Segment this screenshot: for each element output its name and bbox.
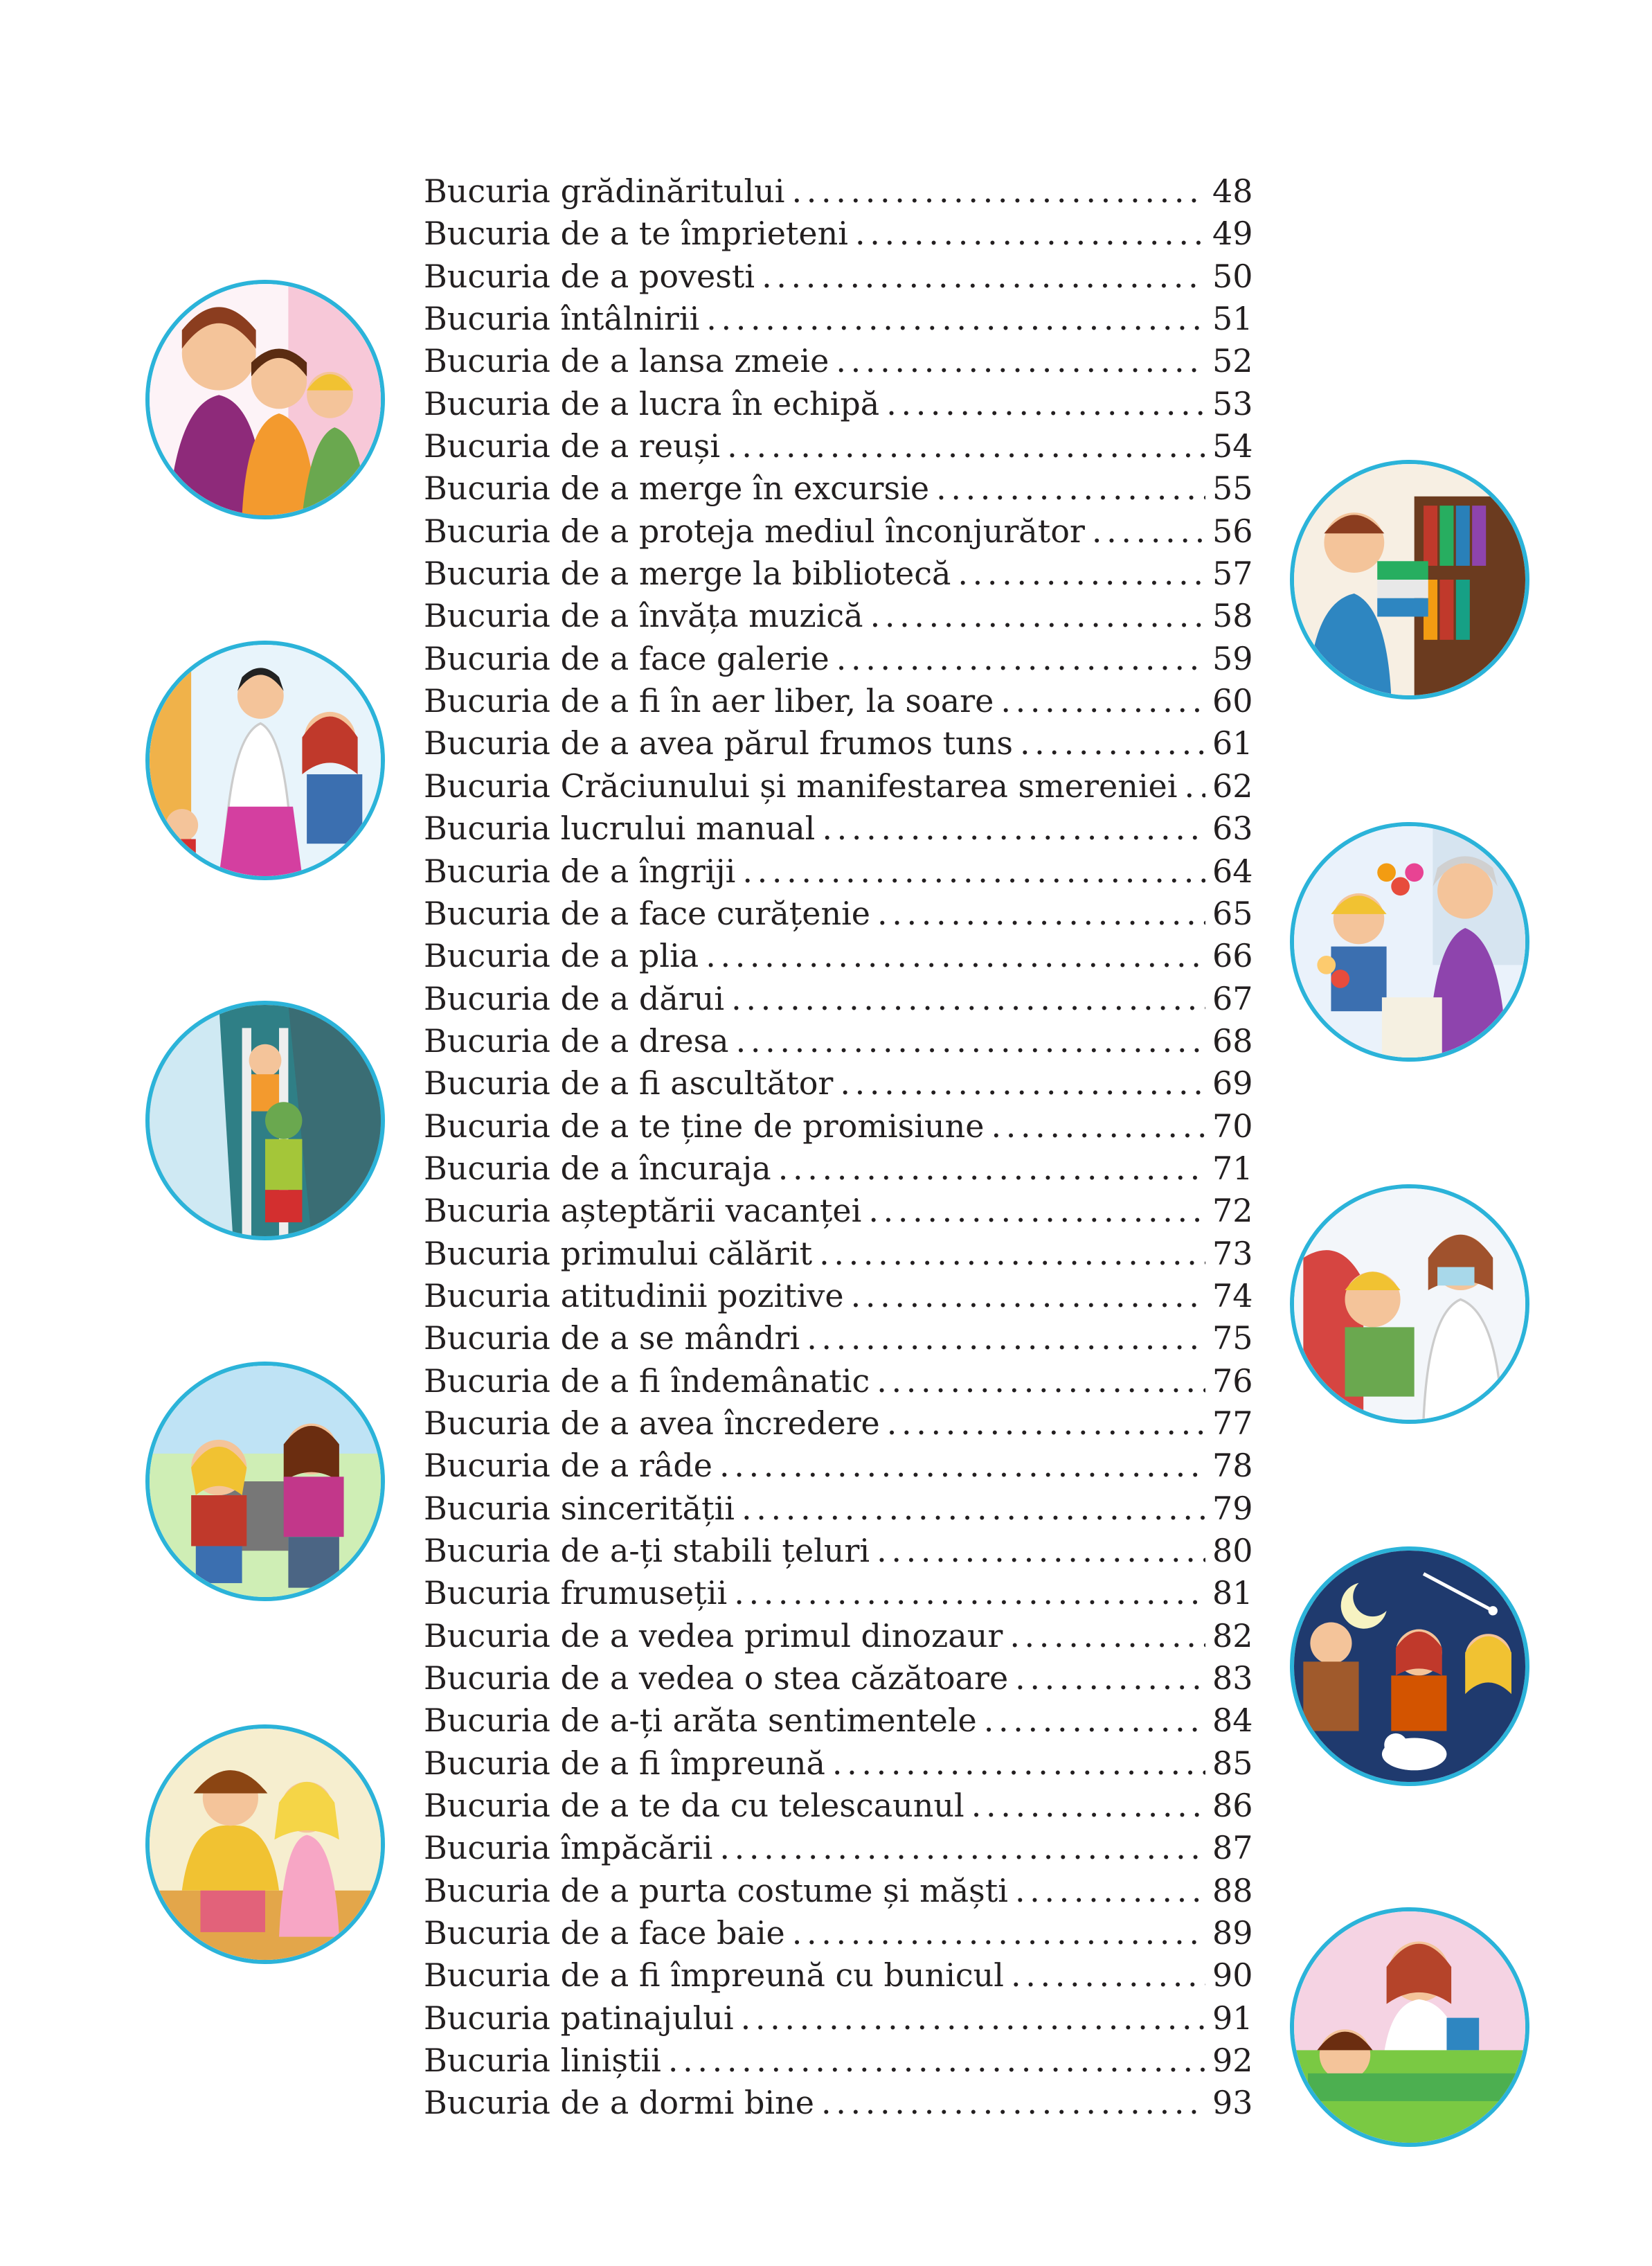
toc-entry-page-number: 76	[1212, 1362, 1253, 1400]
toc-leader-dots	[668, 2040, 1205, 2082]
toc-entry	[424, 213, 1251, 255]
toc-leader-dots	[727, 425, 1205, 467]
toc-entry	[424, 1530, 1251, 1572]
toc-entry	[424, 1912, 1251, 1954]
toc-leader-dots	[1015, 1870, 1205, 1912]
toc-entry-page-number: 64	[1212, 852, 1253, 890]
toc-leader-dots	[936, 467, 1205, 510]
toc-entry	[424, 553, 1251, 595]
toc-entry	[424, 170, 1251, 213]
toc-entry-page-number: 78	[1212, 1447, 1253, 1485]
toc-entry-page-number: 66	[1212, 937, 1253, 975]
illustration-library-books-icon	[1290, 460, 1529, 699]
toc-entry-title: Bucuria grădinăritului	[424, 172, 785, 210]
toc-entry-title: Bucuria de a reuși	[424, 427, 721, 465]
toc-entry-page-number: 84	[1212, 1702, 1253, 1740]
toc-entry-page-number: 56	[1212, 512, 1253, 550]
toc-leader-dots	[1092, 510, 1205, 553]
toc-leader-dots	[706, 298, 1205, 340]
toc-entry	[424, 978, 1251, 1020]
toc-entry-title: Bucuria de a fi împreună	[424, 1744, 825, 1782]
toc-entry-title: Bucuria sincerității	[424, 1489, 735, 1527]
toc-entry-title: Bucuria de a merge la bibliotecă	[424, 555, 951, 593]
toc-entry-page-number: 80	[1212, 1532, 1253, 1569]
toc-leader-dots	[706, 935, 1205, 977]
toc-entry-title: Bucuria de a purta costume și măști	[424, 1871, 1008, 1909]
toc-leader-dots	[870, 595, 1205, 637]
toc-entry-title: Bucuria de a se mândri	[424, 1319, 800, 1357]
toc-leader-dots	[877, 893, 1205, 935]
toc-entry-title: Bucuria de a povesti	[424, 257, 755, 295]
toc-entry	[424, 638, 1251, 680]
toc-entry-title: Bucuria de a îngriji	[424, 852, 736, 890]
toc-entry-title: Bucuria de a încuraja	[424, 1149, 771, 1187]
toc-entry-page-number: 57	[1212, 555, 1253, 593]
toc-entry-page-number: 59	[1212, 639, 1253, 677]
toc-entry-page-number: 79	[1212, 1489, 1253, 1527]
toc-entry-title: Bucuria de a râde	[424, 1447, 712, 1485]
toc-entry	[424, 1742, 1251, 1785]
toc-leader-dots	[719, 1445, 1205, 1487]
illustration-haircut-icon	[145, 641, 385, 880]
toc-entry-page-number: 61	[1212, 724, 1253, 762]
toc-leader-dots	[719, 1827, 1205, 1869]
toc-leader-dots	[742, 1488, 1205, 1530]
toc-entry-title: Bucuria de a fi îndemânatic	[424, 1362, 870, 1400]
toc-entry-title: Bucuria de a avea părul frumos tuns	[424, 724, 1013, 762]
toc-leader-dots	[958, 553, 1205, 595]
toc-entry	[424, 1572, 1251, 1614]
toc-entry	[424, 850, 1251, 893]
toc-entry-title: Bucuria de a lansa zmeie	[424, 342, 829, 380]
toc-entry	[424, 595, 1251, 637]
toc-entry-title: Bucuria de a învăța muzică	[424, 597, 863, 635]
toc-entry-title: Bucuria primului călărit	[424, 1234, 813, 1272]
toc-leader-dots	[822, 808, 1205, 850]
toc-entry-title: Bucuria de a fi ascultător	[424, 1064, 834, 1103]
toc-entry-title: Bucuria de a fi împreună cu bunicul	[424, 1956, 1005, 1995]
toc-entry	[424, 1997, 1251, 2040]
toc-entry-page-number: 48	[1212, 172, 1253, 210]
toc-entry	[424, 893, 1251, 935]
toc-entry-page-number: 77	[1212, 1404, 1253, 1442]
toc-entry-page-number: 73	[1212, 1234, 1253, 1272]
toc-leader-dots	[821, 2082, 1205, 2124]
toc-entry-page-number: 74	[1212, 1276, 1253, 1314]
toc-leader-dots	[832, 1742, 1205, 1785]
toc-entry-title: Bucuria de a-ți stabili țeluri	[424, 1532, 870, 1569]
toc-entry-title: Bucuria lucrului manual	[424, 810, 816, 848]
toc-entry	[424, 765, 1251, 808]
toc-entry-page-number: 55	[1212, 470, 1253, 508]
toc-entry	[424, 425, 1251, 467]
toc-entry-page-number: 81	[1212, 1574, 1253, 1612]
toc-leader-dots	[984, 1700, 1205, 1742]
toc-entry	[424, 1275, 1251, 1317]
toc-entry	[424, 1657, 1251, 1700]
toc-entry-page-number: 90	[1212, 1956, 1253, 1995]
toc-entry-title: Bucuria de a te împrieteni	[424, 215, 848, 253]
toc-entry-page-number: 69	[1212, 1064, 1253, 1103]
toc-entry-page-number: 53	[1212, 384, 1253, 422]
toc-entry-title: Bucuria de a dresa	[424, 1022, 729, 1060]
toc-entry	[424, 383, 1251, 425]
toc-entry-page-number: 52	[1212, 342, 1253, 380]
toc-leader-dots	[734, 1572, 1205, 1614]
toc-entry-title: Bucuria Crăciunului și manifestarea smereniei	[424, 767, 1178, 805]
toc-entry-title: Bucuria așteptării vacanței	[424, 1192, 862, 1230]
toc-entry	[424, 1827, 1251, 1869]
toc-leader-dots	[762, 256, 1205, 298]
toc-entry-page-number: 89	[1212, 1914, 1253, 1952]
toc-entry-page-number: 85	[1212, 1744, 1253, 1782]
toc-entry-page-number: 50	[1212, 257, 1253, 295]
illustration-encouragement-icon	[145, 1362, 385, 1601]
toc-leader-dots	[877, 1530, 1205, 1572]
illustration-sick-child-care-icon	[1290, 1907, 1529, 2147]
toc-leader-dots	[868, 1190, 1205, 1232]
toc-entry	[424, 1954, 1251, 1997]
toc-entry-page-number: 92	[1212, 2042, 1253, 2080]
toc-leader-dots	[1020, 722, 1205, 765]
toc-entry	[424, 1062, 1251, 1105]
toc-leader-dots	[971, 1785, 1205, 1827]
toc-entry	[424, 935, 1251, 977]
toc-entry-title: Bucuria de a te ține de promisiune	[424, 1107, 985, 1145]
toc-entry-title: Bucuria atitudinii pozitive	[424, 1276, 844, 1314]
toc-leader-dots	[778, 1148, 1205, 1190]
toc-leader-dots	[1009, 1615, 1205, 1657]
toc-leader-dots	[1000, 680, 1205, 722]
toc-entry	[424, 1148, 1251, 1190]
toc-entry-page-number: 75	[1212, 1319, 1253, 1357]
toc-leader-dots	[792, 170, 1206, 213]
toc-leader-dots	[877, 1360, 1205, 1402]
toc-entry-title: Bucuria de a lucra în echipă	[424, 384, 880, 422]
toc-entry	[424, 340, 1251, 382]
toc-leader-dots	[1015, 1657, 1205, 1700]
toc-entry	[424, 1402, 1251, 1445]
toc-entry-title: Bucuria liniștii	[424, 2042, 661, 2080]
toc-entry-page-number: 60	[1212, 682, 1253, 720]
toc-entry	[424, 2040, 1251, 2082]
toc-entry-title: Bucuria de a dormi bine	[424, 2084, 814, 2122]
toc-entry	[424, 1317, 1251, 1359]
illustration-dentist-icon	[1290, 1184, 1529, 1424]
illustration-shooting-star-icon	[1290, 1546, 1529, 1786]
toc-entry-page-number: 91	[1212, 1999, 1253, 2037]
toc-entry-page-number: 88	[1212, 1871, 1253, 1909]
toc-entry-page-number: 83	[1212, 1659, 1253, 1697]
illustration-waterfall-hike-icon	[145, 1001, 385, 1240]
illustration-friends-hug-icon	[145, 280, 385, 519]
toc-entry-page-number: 72	[1212, 1192, 1253, 1230]
toc-leader-dots	[731, 978, 1205, 1020]
toc-leader-dots	[819, 1233, 1205, 1275]
toc-entry	[424, 510, 1251, 553]
toc-leader-dots	[851, 1275, 1205, 1317]
toc-entry-page-number: 65	[1212, 894, 1253, 932]
toc-entry-title: Bucuria de a vedea primul dinozaur	[424, 1616, 1003, 1654]
toc-entry	[424, 1105, 1251, 1148]
toc-entry-page-number: 70	[1212, 1107, 1253, 1145]
illustration-flowers-grandmother-icon	[1290, 822, 1529, 1062]
toc-leader-dots	[836, 340, 1205, 382]
toc-entry-title: Bucuria de a avea încredere	[424, 1404, 880, 1442]
toc-entry	[424, 1615, 1251, 1657]
toc-entry-page-number: 93	[1212, 2084, 1253, 2122]
toc-leader-dots	[742, 850, 1205, 893]
toc-entry-title: Bucuria patinajului	[424, 1999, 734, 2037]
toc-entry-title: Bucuria de a face galerie	[424, 639, 829, 677]
toc-entry-page-number: 67	[1212, 979, 1253, 1017]
toc-entry-page-number: 71	[1212, 1149, 1253, 1187]
toc-entry-title: Bucuria de a face curățenie	[424, 894, 871, 932]
toc-leader-dots	[1011, 1954, 1205, 1997]
toc-entry-title: Bucuria de a-ți arăta sentimentele	[424, 1702, 977, 1740]
toc-leader-dots	[1184, 765, 1205, 808]
toc-entry-title: Bucuria de a proteja mediul înconjurător	[424, 512, 1085, 550]
toc-entry-page-number: 51	[1212, 300, 1253, 338]
toc-entry	[424, 2082, 1251, 2124]
toc-entry-title: Bucuria de a te da cu telescaunul	[424, 1787, 964, 1825]
toc-entry-title: Bucuria împăcării	[424, 1829, 713, 1867]
toc-entry	[424, 1870, 1251, 1912]
toc-leader-dots	[807, 1317, 1205, 1359]
toc-entry	[424, 1233, 1251, 1275]
toc-entry	[424, 1360, 1251, 1402]
toc-entry	[424, 1700, 1251, 1742]
toc-entry-title: Bucuria de a face baie	[424, 1914, 785, 1952]
toc-leader-dots	[836, 638, 1205, 680]
toc-entry	[424, 298, 1251, 340]
toc-leader-dots	[991, 1105, 1205, 1148]
toc-leader-dots	[887, 1402, 1205, 1445]
toc-entry-page-number: 82	[1212, 1616, 1253, 1654]
toc-entry-title: Bucuria de a merge în excursie	[424, 470, 930, 508]
toc-entry-page-number: 86	[1212, 1787, 1253, 1825]
toc-entry-page-number: 49	[1212, 215, 1253, 253]
toc-entry	[424, 256, 1251, 298]
toc-entry-title: Bucuria de a vedea o stea căzătoare	[424, 1659, 1009, 1697]
toc-leader-dots	[855, 213, 1205, 255]
toc-entry-page-number: 54	[1212, 427, 1253, 465]
toc-entry-page-number: 63	[1212, 810, 1253, 848]
toc-entry-page-number: 87	[1212, 1829, 1253, 1867]
toc-entry	[424, 680, 1251, 722]
toc-leader-dots	[886, 383, 1205, 425]
toc-entry	[424, 1020, 1251, 1062]
toc-leader-dots	[792, 1912, 1205, 1954]
toc-entry	[424, 1445, 1251, 1487]
toc-entry	[424, 722, 1251, 765]
toc-entry-title: Bucuria întâlnirii	[424, 300, 700, 338]
toc-entry	[424, 467, 1251, 510]
table-of-contents	[424, 170, 1251, 2125]
toc-leader-dots	[741, 1997, 1205, 2040]
toc-entry	[424, 1190, 1251, 1232]
toc-leader-dots	[840, 1062, 1205, 1105]
toc-entry-page-number: 58	[1212, 597, 1253, 635]
toc-entry-title: Bucuria de a fi în aer liber, la soare	[424, 682, 994, 720]
toc-entry-title: Bucuria de a plia	[424, 937, 699, 975]
illustration-costumes-icon	[145, 1724, 385, 1964]
toc-entry	[424, 1785, 1251, 1827]
toc-entry-page-number: 68	[1212, 1022, 1253, 1060]
toc-entry-page-number: 62	[1212, 767, 1253, 805]
toc-entry-title: Bucuria frumuseții	[424, 1574, 728, 1612]
toc-entry-title: Bucuria de a dărui	[424, 979, 725, 1017]
toc-entry	[424, 808, 1251, 850]
toc-entry	[424, 1488, 1251, 1530]
toc-leader-dots	[736, 1020, 1205, 1062]
